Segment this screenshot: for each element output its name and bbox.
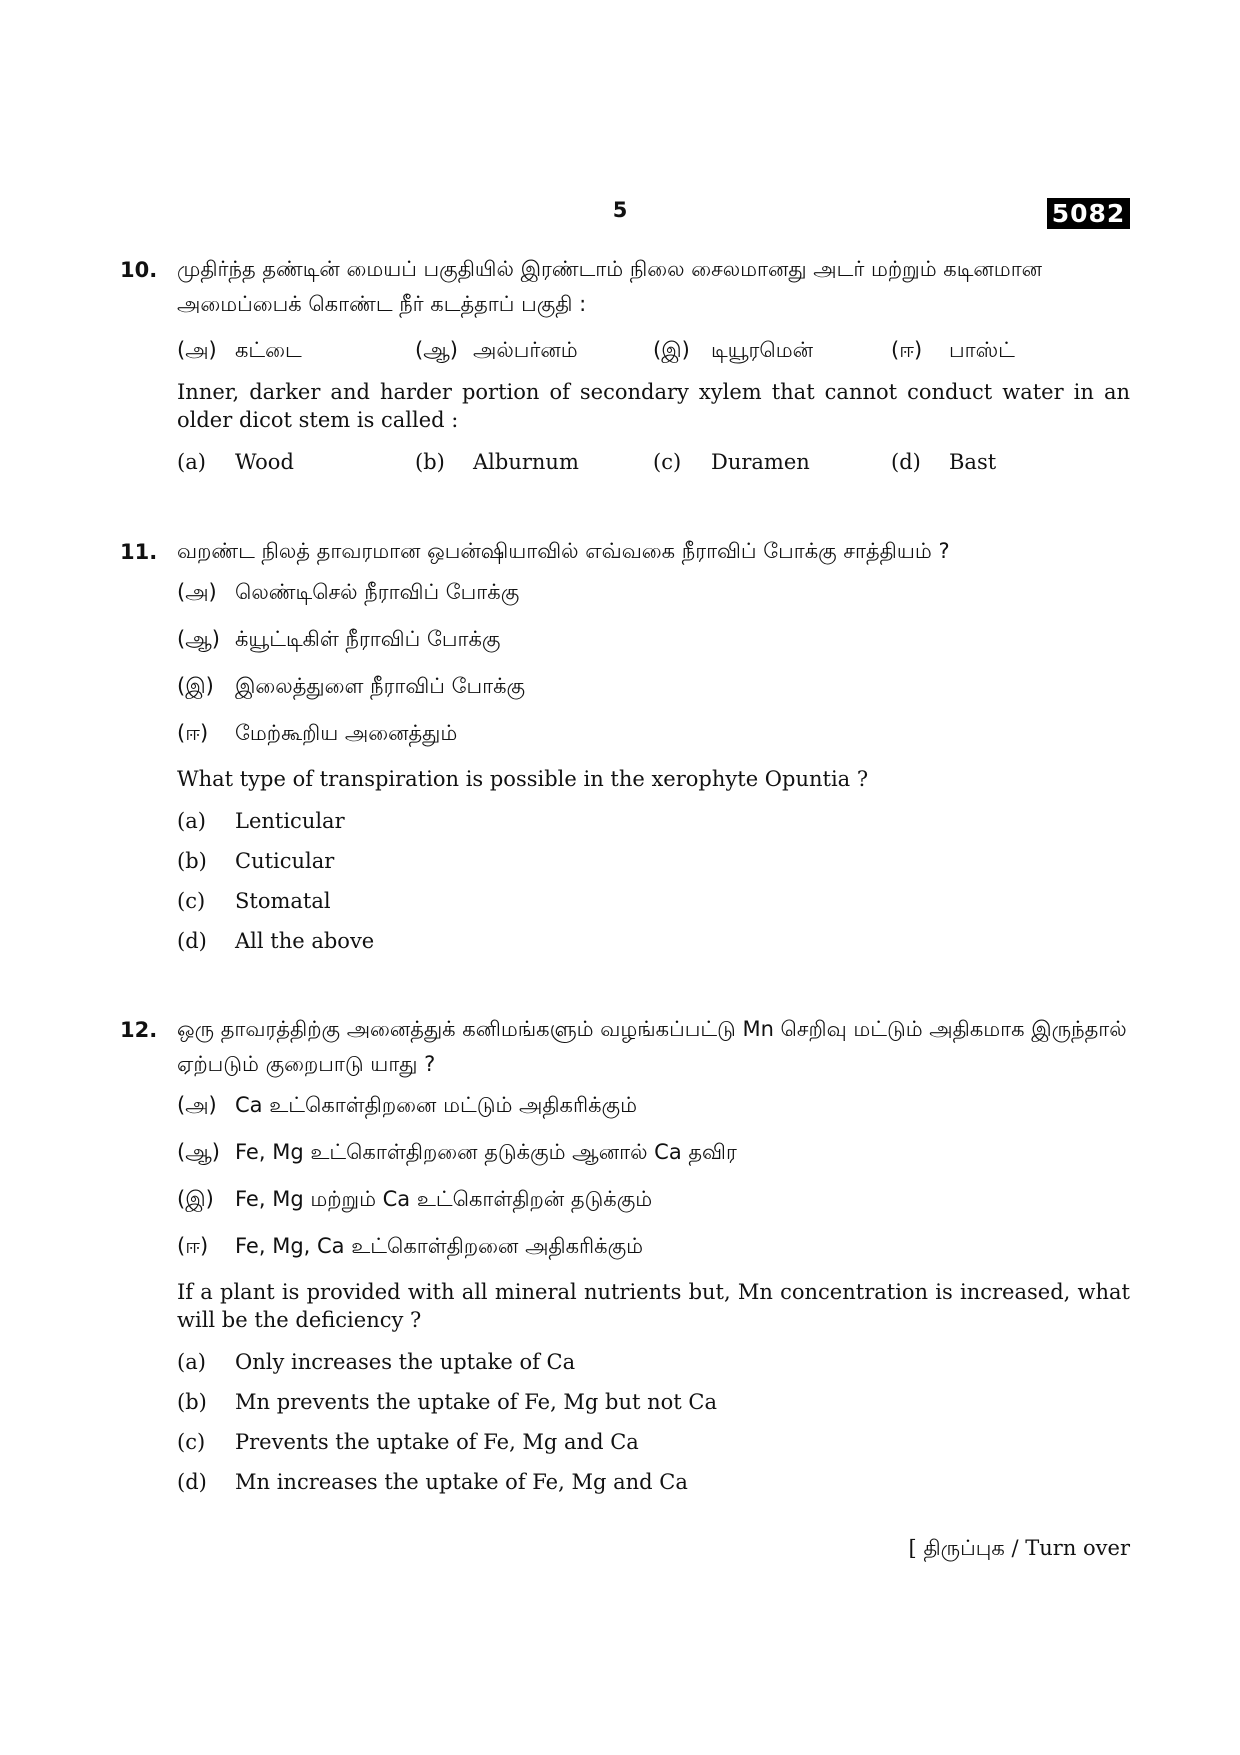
option-label: (ஈ) bbox=[177, 721, 209, 745]
option-label: (இ) bbox=[653, 337, 690, 362]
option-d-tamil bbox=[891, 333, 1129, 368]
option-a-english bbox=[177, 448, 415, 476]
option-text: Bast bbox=[949, 450, 997, 474]
option-b-tamil bbox=[177, 1129, 1130, 1176]
option-text: டியூரமென் bbox=[711, 337, 813, 362]
option-label: (ஆ) bbox=[177, 627, 220, 651]
question-english-text: If a plant is provided with all mineral nutrients but, Mn concentration is increased, what will be the deficiency ? bbox=[177, 1280, 1130, 1332]
option-label: (அ) bbox=[177, 580, 217, 604]
paper-code-badge: 5082 bbox=[1047, 198, 1130, 229]
tamil-options-list bbox=[177, 1082, 1130, 1270]
question-number: 12. bbox=[120, 1018, 158, 1042]
option-text: Lenticular bbox=[235, 809, 345, 833]
option-c-english bbox=[177, 881, 1130, 921]
option-label: (d) bbox=[177, 929, 207, 953]
question-10 bbox=[120, 258, 1140, 482]
option-b-tamil bbox=[415, 333, 653, 368]
option-label: (அ) bbox=[177, 1093, 217, 1117]
english-options-list bbox=[177, 801, 1130, 961]
option-label: (b) bbox=[177, 849, 207, 873]
option-a-english bbox=[177, 1342, 1130, 1382]
option-d-english bbox=[177, 1462, 1130, 1502]
option-label: (ஆ) bbox=[415, 337, 458, 362]
option-d-english bbox=[891, 448, 1129, 476]
question-number: 10. bbox=[120, 258, 158, 282]
question-english-text: Inner, darker and harder portion of secondary xylem that cannot conduct water in an older dicot stem is called : bbox=[177, 380, 1130, 432]
option-a-tamil bbox=[177, 569, 1130, 616]
option-b-english bbox=[177, 841, 1130, 881]
question-number: 11. bbox=[120, 540, 158, 564]
question-english-text: What type of transpiration is possible in the xerophyte Opuntia ? bbox=[177, 767, 869, 791]
option-label: (இ) bbox=[177, 1187, 214, 1211]
option-label: (c) bbox=[653, 450, 682, 474]
option-d-tamil bbox=[177, 1223, 1130, 1270]
option-text: கட்டை bbox=[235, 337, 302, 362]
option-label: (d) bbox=[177, 1470, 207, 1494]
option-c-english bbox=[653, 448, 891, 476]
option-d-english bbox=[177, 921, 1130, 961]
option-label: (b) bbox=[177, 1390, 207, 1414]
option-label: (d) bbox=[891, 450, 921, 474]
option-label: (a) bbox=[177, 809, 206, 833]
page-number: 5 bbox=[612, 198, 628, 222]
tamil-options-list bbox=[177, 569, 1130, 757]
option-text: லெண்டிசெல் நீராவிப் போக்கு bbox=[235, 580, 520, 604]
option-text: அல்பர்னம் bbox=[473, 337, 578, 362]
option-a-english bbox=[177, 801, 1130, 841]
option-b-english bbox=[177, 1382, 1130, 1422]
footer-tamil: திருப்புக bbox=[923, 1536, 1005, 1560]
option-b-english bbox=[415, 448, 653, 476]
option-label: (c) bbox=[177, 1430, 206, 1454]
question-12 bbox=[120, 1018, 1140, 1502]
option-text: Cuticular bbox=[235, 849, 335, 873]
footer-bracket: [ bbox=[908, 1536, 917, 1560]
english-options-list bbox=[177, 1342, 1130, 1502]
option-text: Mn prevents the uptake of Fe, Mg but not Ca bbox=[235, 1390, 718, 1414]
option-text: க்யூட்டிகிள் நீராவிப் போக்கு bbox=[235, 627, 501, 651]
option-label: (a) bbox=[177, 450, 206, 474]
option-label: (ஆ) bbox=[177, 1140, 220, 1164]
option-text: Mn increases the uptake of Fe, Mg and Ca bbox=[235, 1470, 688, 1494]
option-text: Stomatal bbox=[235, 889, 331, 913]
footer-separator: / bbox=[1011, 1536, 1019, 1560]
option-label: (ஈ) bbox=[177, 1234, 209, 1258]
question-11 bbox=[120, 540, 1140, 961]
option-text: All the above bbox=[235, 929, 375, 953]
option-text: Fe, Mg மற்றும் Ca உட்கொள்திறன் தடுக்கும் bbox=[235, 1187, 653, 1211]
option-c-tamil bbox=[177, 1176, 1130, 1223]
option-text: Prevents the uptake of Fe, Mg and Ca bbox=[235, 1430, 639, 1454]
option-label: (அ) bbox=[177, 337, 217, 362]
option-text: Only increases the uptake of Ca bbox=[235, 1350, 576, 1374]
option-label: (c) bbox=[177, 889, 206, 913]
option-text: Duramen bbox=[711, 450, 810, 474]
option-label: (ஈ) bbox=[891, 337, 923, 362]
question-tamil-text: வறண்ட நிலத் தாவரமான ஒபன்ஷியாவில் எவ்வகை நீராவிப் போக்கு சாத்தியம் ? bbox=[177, 539, 950, 563]
question-tamil-text: முதிர்ந்த தண்டின் மையப் பகுதியில் இரண்டாம் நிலை சைலமானது அடர் மற்றும் கடினமான அமைப்பைக் கொண்ட நீர் கடத்தாப் பகுதி : bbox=[177, 257, 1043, 316]
option-text: இலைத்துளை நீராவிப் போக்கு bbox=[235, 674, 526, 698]
tamil-options-row bbox=[177, 330, 1130, 370]
turn-over-footer bbox=[909, 1536, 1130, 1563]
option-text: Ca உட்கொள்திறனை மட்டும் அதிகரிக்கும் bbox=[235, 1093, 637, 1117]
option-c-tamil bbox=[653, 333, 891, 368]
option-c-tamil bbox=[177, 663, 1130, 710]
option-text: Fe, Mg, Ca உட்கொள்திறனை அதிகரிக்கும் bbox=[235, 1234, 644, 1258]
option-label: (b) bbox=[415, 450, 445, 474]
option-a-tamil bbox=[177, 333, 415, 368]
option-text: Fe, Mg உட்கொள்திறனை தடுக்கும் ஆனால் Ca தவிர bbox=[235, 1140, 737, 1164]
option-d-tamil bbox=[177, 710, 1130, 757]
option-text: பாஸ்ட் bbox=[949, 337, 1015, 362]
option-text: Wood bbox=[235, 450, 294, 474]
option-text: மேற்கூறிய அனைத்தும் bbox=[235, 721, 458, 745]
question-tamil-text: ஒரு தாவரத்திற்கு அனைத்துக் கனிமங்களும் வழங்கப்பட்டு Mn செறிவு மட்டும் அதிகமாக இருந்தால் ஏற்படும் குறைபாடு யாது ? bbox=[177, 1017, 1127, 1076]
option-text: Alburnum bbox=[473, 450, 579, 474]
option-b-tamil bbox=[177, 616, 1130, 663]
option-label: (இ) bbox=[177, 674, 214, 698]
english-options-row bbox=[177, 442, 1130, 482]
option-label: (a) bbox=[177, 1350, 206, 1374]
footer-english: Turn over bbox=[1025, 1536, 1130, 1560]
option-c-english bbox=[177, 1422, 1130, 1462]
option-a-tamil bbox=[177, 1082, 1130, 1129]
